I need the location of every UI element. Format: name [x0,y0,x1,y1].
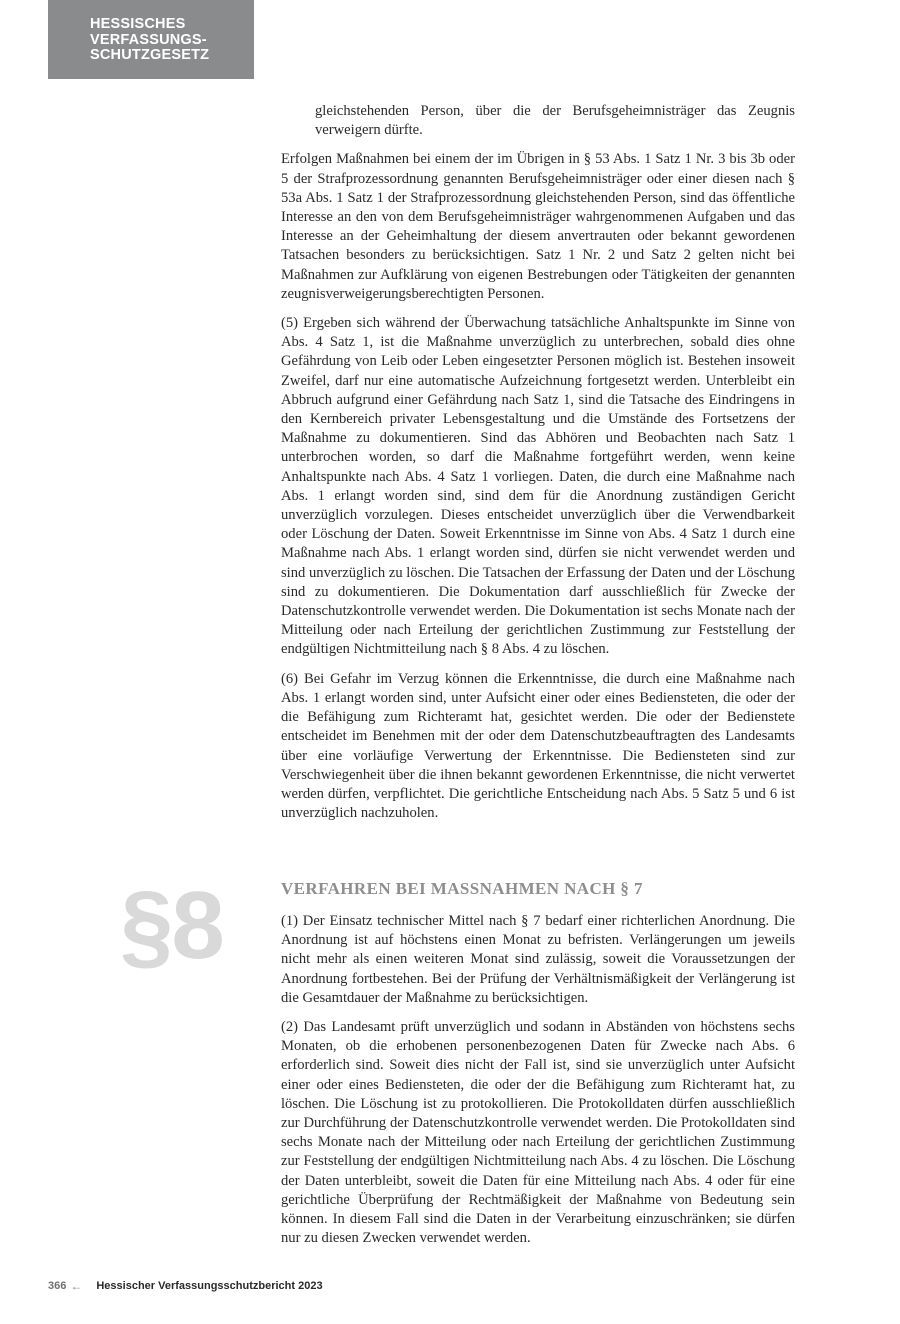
chapter-title-line-2: VERFASSUNGS- [90,31,207,48]
chapter-header-tab [48,0,254,79]
section-paragraph-1: (1) Der Einsatz technischer Mittel nach § 7 bedarf einer richterlichen Anordnung. Die Anordnung ist auf höchstens einen Monat zu befristen. Verlängerungen um jeweils nicht mehr als einen weiteren Monat sind zulässig, soweit die Voraussetzungen der Anordnung fortbestehen. Bei der Prüfung der Verhältnismäßigkeit der Verlängerung ist die Gesamtdauer der Maßnahme zu berücksichtigen. [281,913,795,1006]
section-8 [281,878,795,1258]
chapter-title-line-3: SCHUTZGESETZ [90,47,210,63]
section-paragraph-2: (2) Das Landesamt prüft unverzüglich und sodann in Abständen von höchstens sechs Monaten, ob die erhobenen personenbezogenen Daten für Zwecke nach Abs. 6 erforderlich sind. Soweit dies nicht der Fall ist, sind sie unverzüglich unter Aufsicht einer oder eines Bediensteten, die oder der die Befähigung zum Richteramt hat, zu löschen. Die Löschung ist zu protokollieren. Die Protokolldaten dürfen ausschließlich zur Durchführung der Datenschutzkontrolle verwendet werden. Die Protokolldaten sind sechs Monate nach der Mitteilung oder nach Erteilung der gerichtlichen Zustimmung zur Feststellung der endgültigen Nichtmitteilung nach Abs. 4 zu löschen. Die Löschung der Daten unterbleibt, soweit die Daten für eine Mitteilung nach Abs. 4 oder für eine gerichtliche Überprüfung der Rechtmäßigkeit der Maßnahme von Bedeutung sein können. In diesem Fall sind die Daten in der Verarbeitung einzuschränken; sie dürfen nur zu diesen Zwecken verwendet werden. [281,1019,795,1247]
arrow-left-icon: ← [70,1279,83,1293]
body-text [281,102,795,833]
section-heading: VERFAHREN BEI MASSNAHMEN NACH § 7 [281,879,643,898]
publication-title: Hessischer Verfassungsschutzbericht 2023 [96,1280,323,1292]
chapter-title-line-1: HESSISCHES [90,16,186,32]
section-number-watermark: §8 [120,872,223,979]
paragraph-berufsgeheimnistraeger: Erfolgen Maßnahmen bei einem der im Übrigen in § 53 Abs. 1 Satz 1 Nr. 3 bis 3b oder 5 der Strafprozessordnung genannten Berufsgeheimnisträger oder einer diesen nach § 53a Abs. 1 Satz 1 der Strafprozessordnung gleichstehenden Person, sind das öffentliche Interesse an den von dem Berufsgeheimnisträger wahrgenommenen Aufgaben und das Interesse an der Geheimhaltung der diesem anvertrauten oder bekannt gewordenen Tatsachen besonders zu berücksichtigen. Satz 1 Nr. 2 und Satz 2 gelten nicht bei Maßnahmen zur Aufklärung von eigenen Bestrebungen oder Tätigkeiten der genannten zeugnisverweigerungsberechtigten Personen. [281,151,795,302]
paragraph-absatz-5: (5) Ergeben sich während der Überwachung tatsächliche Anhaltspunkte im Sinne von Abs. 4 Satz 1, ist die Maßnahme unverzüglich zu unterbrechen, sobald dies ohne Gefährdung von Leib oder Leben eingesetzter Personen möglich ist. Bestehen insoweit Zweifel, darf nur eine automatische Aufzeichnung fortgesetzt werden. Unterbleibt ein Abbruch aufgrund einer Gefährdung nach Satz 1, sind die Tatsache des Eindringens in den Kernbereich privater Lebensgestaltung und die Umstände des Fortsetzens der Maßnahme zu dokumentieren. Sind das Abhören und Beobachten nach Satz 1 unterbrochen worden, so darf die Maßnahme fortgeführt werden, wenn keine Anhaltspunkte nach Abs. 4 Satz 1 vorliegen. Daten, die durch eine Maßnahme nach Abs. 1 erlangt worden sind, sind dem für die Anordnung zuständigen Gericht unverzüglich vorzulegen. Dieses entscheidet unverzüglich über die Verwendbarkeit oder Löschung der Daten. Soweit Erkenntnisse im Sinne von Abs. 4 Satz 1 durch eine Maßnahme nach Abs. 1 erlangt worden sind, dürfen sie nicht verwendet werden und sind unverzüglich zu löschen. Die Tatsachen der Erfassung der Daten und der Löschung sind zu dokumentieren. Die Dokumentation darf ausschließlich für Zwecke der Datenschutzkontrolle verwendet werden. Die Dokumentation ist sechs Monate nach der Mitteilung oder nach Erteilung der gerichtlichen Zustimmung zur Feststellung der endgültigen Nichtmitteilung nach § 8 Abs. 4 zu löschen. [281,315,795,658]
paragraph-absatz-6: (6) Bei Gefahr im Verzug können die Erkenntnisse, die durch eine Maßnahme nach Abs. 1 erlangt worden sind, unter Aufsicht einer oder eines Bediensteten, die oder der die Befähigung zum Richteramt hat, gesichtet werden. Die oder der Bedienstete entscheidet im Benehmen mit der oder dem Datenschutzbeauftragten des Landesamts über eine vorläufige Verwertung der Erkenntnisse. Die Bediensteten sind zur Verschwiegenheit über die ihnen bekannt gewordenen Erkenntnisse, die nicht verwertet werden dürfen, verpflichtet. Die gerichtliche Entscheidung nach Abs. 5 Satz 5 und 6 ist unverzüglich nachzuholen. [281,670,795,822]
page-number: 366 [48,1280,67,1292]
chapter-title [90,17,209,64]
page-footer [48,1278,323,1294]
continued-paragraph: gleichstehenden Person, über die der Berufsgeheimnisträger das Zeugnis verweigern dürfte. [315,103,795,139]
